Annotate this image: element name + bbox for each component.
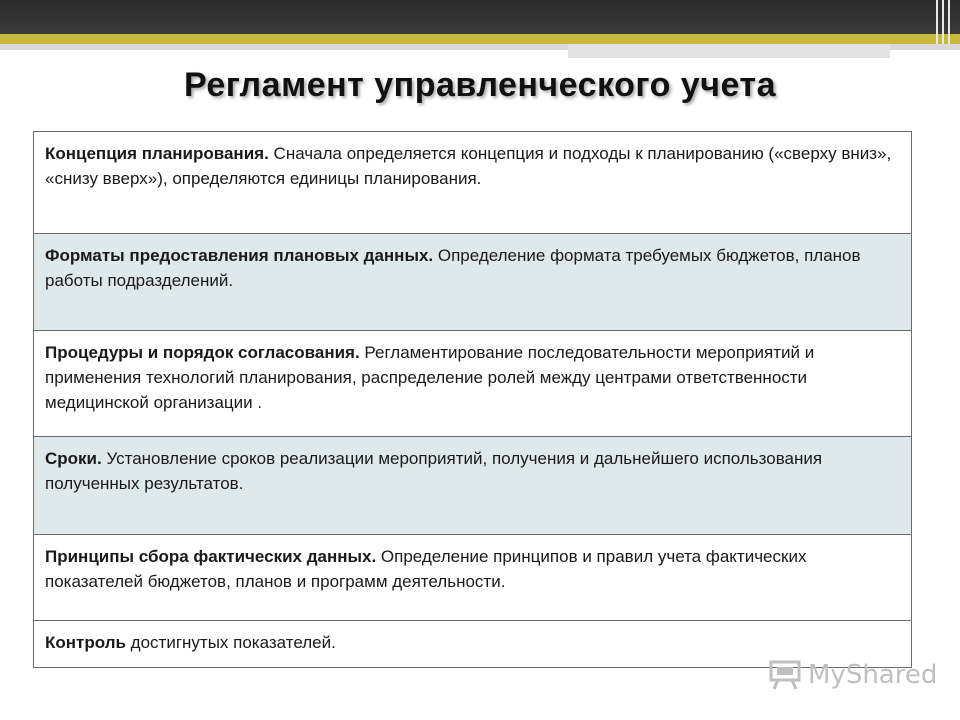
row-heading: Процедуры и порядок согласования. xyxy=(45,343,360,362)
table-row xyxy=(33,535,912,621)
table-row xyxy=(33,234,912,331)
watermark xyxy=(768,658,937,692)
table-row xyxy=(33,437,912,535)
row-text: Определение принципов и правил учета фактических показателей бюджетов, планов и программ деятельности. xyxy=(45,547,807,591)
header-tab-decoration xyxy=(568,44,890,58)
page-title: Регламент управленческого учета xyxy=(184,66,776,104)
header-bar xyxy=(0,0,960,34)
presentation-board-icon xyxy=(768,659,802,691)
table-row xyxy=(33,331,912,437)
row-text: Регламентирование последовательности мероприятий и применения технологий планирования, распределение ролей между центрами ответственности медицинской организации . xyxy=(45,343,815,412)
row-heading: Контроль xyxy=(45,633,126,652)
row-text: достигнутых показателей. xyxy=(125,633,336,652)
watermark-text: MyShared xyxy=(808,660,938,690)
row-text: Сначала определяется концепция и подходы к планированию («сверху вниз», «снизу вверх»), определяются единицы планирования. xyxy=(45,144,892,188)
regulation-table xyxy=(33,131,912,668)
table-row xyxy=(33,132,912,234)
row-heading: Принципы сбора фактических данных. xyxy=(45,547,377,566)
corner-decoration xyxy=(930,0,960,44)
accent-stripe xyxy=(0,34,960,44)
row-heading: Форматы предоставления плановых данных. xyxy=(45,246,434,265)
row-heading: Сроки. xyxy=(45,449,102,468)
row-heading: Концепция планирования. xyxy=(45,144,269,163)
row-text: Определение формата требуемых бюджетов, планов работы подразделений. xyxy=(45,246,861,290)
row-text: Установление сроков реализации мероприятий, получения и дальнейшего использования полученных результатов. xyxy=(45,449,823,493)
